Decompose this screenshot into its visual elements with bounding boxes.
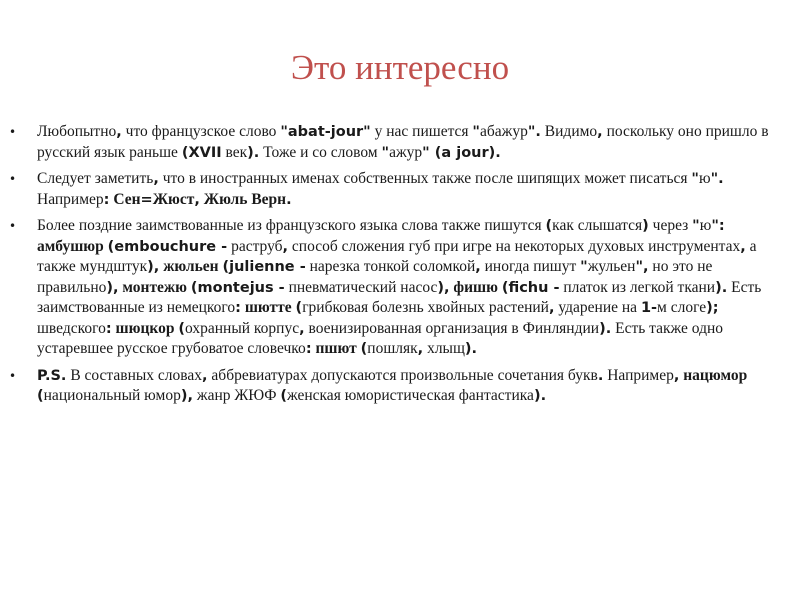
bullet-text-segment: (XVII bbox=[181, 144, 222, 161]
bullet-text-segment: Видимо bbox=[540, 123, 598, 140]
bullet-text-segment: амбушюр bbox=[37, 237, 104, 255]
bullet-text-segment: ). bbox=[599, 320, 612, 337]
bullet-text-segment: " bbox=[472, 124, 480, 140]
bullet-text-segment: как слышатся bbox=[552, 217, 643, 234]
bullet-text-segment: абажур bbox=[479, 123, 528, 140]
bullet-text-segment: платок из легкой ткани bbox=[559, 278, 716, 296]
bullet-text-segment: м слоге bbox=[657, 299, 707, 316]
bullet-text-segment: " bbox=[580, 259, 588, 275]
slide-title: Это интересно bbox=[290, 48, 510, 87]
bullet-text-segment: жульен bbox=[587, 258, 636, 275]
bullet-text-segment: жюльен bbox=[163, 258, 219, 275]
bullet-text-segment: пшют bbox=[315, 340, 357, 357]
bullet-text-segment: военизированная организация в Финляндии bbox=[304, 319, 600, 337]
bullet-text-segment: ( bbox=[360, 341, 368, 357]
bullet-text-segment: ", bbox=[635, 259, 649, 275]
bullet-text-segment: а также мундштук bbox=[37, 237, 757, 275]
bullet-dot-icon: • bbox=[9, 219, 17, 233]
bullet-text-segment: . bbox=[597, 367, 604, 384]
bullet-text-segment: раструб bbox=[227, 237, 283, 255]
bullet-text-segment: P.S. bbox=[37, 367, 67, 384]
bullet-text-segment: : bbox=[105, 320, 112, 337]
bullet-text-segment: нарезка тонкой соломкой bbox=[305, 258, 476, 275]
bullet-text-segment: ), bbox=[106, 279, 119, 296]
bullet-text-segment: ). bbox=[464, 341, 478, 357]
bullet-text-segment: , bbox=[202, 367, 208, 384]
bullet-text-segment: хлыщ bbox=[423, 340, 465, 357]
bullet-dot-icon: • bbox=[9, 368, 17, 383]
bullet-text-segment: Жюст bbox=[152, 190, 195, 208]
bullet-dot-icon: • bbox=[9, 172, 17, 186]
bullet-text-segment: ". bbox=[710, 171, 724, 187]
bullet-text-segment: , bbox=[673, 367, 680, 384]
bullet-text-segment: ажур bbox=[389, 143, 423, 161]
bullet-text-segment: женская юмористическая фантастика bbox=[286, 387, 534, 404]
bullet-text-segment: ю bbox=[698, 170, 711, 187]
bullet-text-segment: = bbox=[140, 191, 153, 208]
bullet-text-segment: ). bbox=[715, 279, 728, 296]
bullet-item bbox=[9, 366, 772, 407]
bullet-text-segment: ю bbox=[699, 217, 712, 234]
bullet-text-segment: шюцкор bbox=[115, 319, 175, 337]
bullet-text-segment: . bbox=[286, 191, 292, 208]
bullet-text-segment: пошляк bbox=[367, 340, 418, 357]
bullet-text-segment: (montejus - bbox=[190, 279, 285, 296]
bullet-text-segment: Жюль Верн bbox=[203, 190, 287, 208]
bullet-text-segment: , bbox=[548, 300, 555, 316]
bullet-text-segment: что французское слово bbox=[121, 123, 281, 140]
bullet-text-segment: " bbox=[691, 171, 699, 187]
bullet-text-segment: ( bbox=[178, 320, 185, 337]
bullet-text-segment: пневматический насос bbox=[284, 278, 438, 296]
bullet-text-segment: Любопытно bbox=[37, 123, 117, 140]
bullet-text-segment: , bbox=[299, 320, 305, 337]
bullet-text-segment: шютте bbox=[244, 299, 292, 316]
bullet-text-segment: монтежю bbox=[122, 278, 188, 296]
bullet-text-segment: ( bbox=[295, 300, 303, 316]
bullet-dot-icon: • bbox=[9, 125, 17, 139]
bullet-text-segment: : bbox=[103, 191, 110, 208]
bullet-text-segment: Более поздние заимствованные из французского языка слова также пишутся bbox=[37, 217, 546, 234]
bullet-text-segment: , bbox=[597, 124, 603, 140]
bullet-text-segment: аббревиатурах допускаются произвольные сочетания букв bbox=[207, 366, 598, 384]
bullet-text-segment: ). bbox=[533, 388, 547, 404]
bullet-text-segment: , bbox=[116, 124, 122, 140]
bullet-item bbox=[9, 122, 772, 163]
bullet-text-segment: что в иностранных именах собственных также после шипящих может писаться bbox=[158, 170, 692, 187]
bullet-text-segment: иногда пишут bbox=[480, 258, 581, 275]
bullet-list bbox=[9, 122, 772, 413]
bullet-text-segment: " (a jour). bbox=[422, 144, 501, 161]
bullet-text-segment: шведского bbox=[37, 319, 106, 337]
bullet-text-segment: Например bbox=[37, 190, 104, 208]
bullet-item bbox=[9, 216, 772, 360]
bullet-text-segment: ), bbox=[147, 259, 160, 275]
bullet-text-segment: ударение на bbox=[554, 299, 641, 316]
bullet-text-segment: Например bbox=[603, 366, 674, 384]
bullet-text-segment: (embouchure - bbox=[107, 238, 228, 255]
bullet-text-segment: ), bbox=[437, 279, 450, 296]
bullet-text-segment: ". bbox=[527, 124, 541, 140]
bullet-text-segment: " bbox=[381, 144, 390, 161]
bullet-text-segment: Тоже и со словом bbox=[259, 143, 382, 161]
bullet-text-segment: (fichu - bbox=[501, 279, 560, 296]
bullet-text-segment: поскольку оно пришло в русский язык раньше bbox=[37, 123, 769, 161]
bullet-text-segment: ), bbox=[180, 388, 193, 404]
bullet-text-segment: ( bbox=[280, 388, 287, 404]
bullet-text-segment: Следует заметить bbox=[37, 170, 154, 187]
bullet-text-segment: " bbox=[692, 218, 700, 234]
bullet-text-segment: , bbox=[740, 238, 746, 255]
bullet-text-segment: фишю bbox=[453, 278, 498, 296]
bullet-text-segment: : bbox=[235, 300, 241, 316]
bullet-text-segment: , bbox=[475, 259, 481, 275]
bullet-text-segment: ( bbox=[37, 388, 44, 404]
bullet-text-segment: нацюмор bbox=[683, 366, 748, 384]
bullet-text-segment: у нас пишется bbox=[370, 123, 473, 140]
bullet-text-segment: способ сложения губ при игре на некоторых духовых инструментах bbox=[288, 237, 741, 255]
bullet-text-segment: , bbox=[417, 341, 424, 357]
bullet-text-segment: , bbox=[194, 191, 200, 208]
bullet-text-segment: : bbox=[305, 341, 312, 357]
bullet-item bbox=[9, 169, 772, 210]
bullet-text-segment: ( bbox=[545, 218, 553, 234]
bullet-text-segment: , bbox=[153, 171, 159, 187]
bullet-text-segment: (julienne - bbox=[222, 259, 306, 275]
bullet-text-segment: ) bbox=[642, 218, 649, 234]
bullet-text-segment: В составных словах bbox=[66, 366, 203, 384]
bullet-text-segment: ); bbox=[706, 300, 719, 316]
bullet-text-segment: век bbox=[221, 143, 248, 161]
bullet-text-segment: Сен bbox=[113, 190, 141, 208]
bullet-text-segment: охранный корпус bbox=[185, 319, 300, 337]
bullet-text-segment: через bbox=[648, 217, 693, 234]
bullet-text-segment: 1- bbox=[640, 300, 658, 316]
bullet-text-segment: но это не правильно bbox=[37, 258, 713, 296]
bullet-text-segment: Есть заимствованные из немецкого bbox=[37, 278, 762, 316]
bullet-text-segment: ": bbox=[711, 218, 725, 234]
bullet-text-segment: жанр ЖЮФ bbox=[192, 387, 281, 404]
bullet-text-segment: Есть также одно устаревшее русское грубоватое словечко bbox=[37, 319, 724, 357]
bullet-text-segment: ). bbox=[247, 144, 260, 161]
bullet-text-segment: национальный юмор bbox=[43, 387, 181, 404]
bullet-text-segment: "abat-jour" bbox=[280, 124, 371, 140]
bullet-text-segment: , bbox=[282, 238, 289, 255]
bullet-text-segment: грибковая болезнь хвойных растений bbox=[302, 299, 549, 316]
